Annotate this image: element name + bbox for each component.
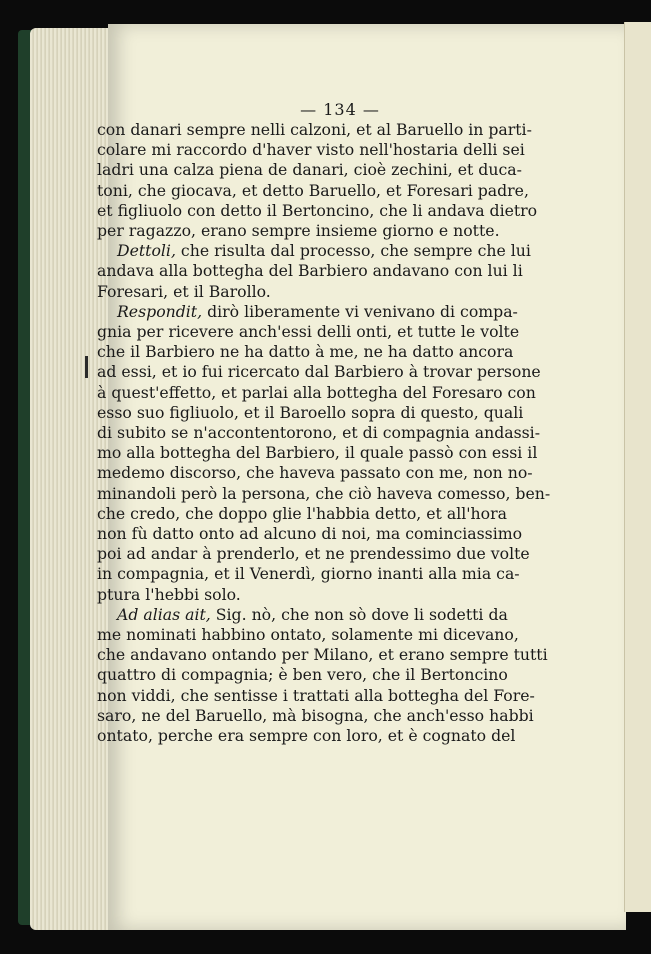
text-line — [97, 402, 524, 423]
text-line — [97, 423, 541, 443]
next-page-edge — [624, 22, 651, 912]
text-line — [97, 322, 520, 342]
text-line — [97, 180, 529, 201]
line-text: non fù datto onto ad alcuno di noi, ma cominciassimo — [97, 524, 523, 544]
text-line — [97, 443, 538, 463]
line-text: toni, che giocava, et detto Baruello, et Foresari padre, — [97, 180, 529, 200]
text-line — [97, 221, 500, 241]
line-text: che credo, che doppo glie l'habbia detto, et all'hora — [97, 503, 507, 523]
line-text: Sig. nò, che non sò dove li sodetti da — [210, 604, 508, 624]
line-text: per ragazzo, erano sempre insieme giorno e notte. — [97, 221, 500, 241]
line-text: ontato, perche era sempre con loro, et è cognato del — [97, 726, 516, 746]
text-line — [97, 726, 516, 746]
line-text: con danari sempre nelli calzoni, et al Baruello in parti- — [97, 120, 532, 139]
line-text: ladri una calza piena de danari, cioè zechini, et duca- — [97, 160, 522, 180]
line-text: medemo discorso, che haveva passato con me, non no- — [97, 463, 533, 483]
text-line — [97, 342, 514, 362]
text-line — [97, 483, 551, 504]
text-line — [97, 665, 508, 685]
line-text: in compagnia, et il Venerdì, giorno inanti alla mia ca- — [97, 564, 520, 584]
line-text: saro, ne del Baruello, mà bisogna, che anch'esso habbi — [97, 705, 534, 725]
margin-mark — [85, 356, 88, 378]
text-line — [97, 705, 534, 726]
line-text: ptura l'hebbi solo. — [97, 584, 241, 604]
text-line — [97, 241, 531, 261]
line-text: mo alla bottegha del Barbiero, il quale passò con essi il — [97, 443, 538, 463]
line-text: Foresari, et il Barollo. — [97, 281, 271, 301]
line-text: me nominati habbino ontato, solamente mi dicevano, — [97, 625, 519, 645]
line-text: andava alla bottegha del Barbiero andavano con lui li — [97, 261, 523, 281]
body-text — [97, 120, 551, 746]
text-line — [97, 301, 518, 322]
line-text: ad essi, et io fui ricercato dal Barbiero à trovar persone — [97, 362, 541, 382]
text-line — [97, 140, 525, 160]
line-text: et figliuolo con detto il Bertoncino, che li andava dietro — [97, 200, 538, 220]
text-line — [97, 463, 533, 483]
text-line — [97, 585, 469, 605]
italic-lead: Dettoli, — [117, 241, 176, 261]
italic-lead: Ad alias ait, — [117, 604, 211, 624]
text-line — [97, 645, 548, 665]
line-text: quattro di compagnia; è ben vero, che il Bertoncino — [97, 665, 508, 685]
line-text: gnia per ricevere anch'essi delli onti, et tutte le volte — [97, 322, 520, 342]
text-line — [97, 382, 536, 403]
line-text: colare mi raccordo d'haver visto nell'hostaria delli sei — [97, 140, 525, 160]
line-text: di subito se n'accontentorono, et di compagnia andassi- — [97, 423, 541, 443]
text-line — [97, 604, 508, 625]
text-line — [97, 685, 535, 706]
line-text: non viddi, che sentisse i trattati alla bottegha del Fore- — [97, 685, 535, 705]
page-number: — 134 — — [300, 100, 380, 119]
text-line — [97, 564, 520, 584]
text-line — [97, 362, 541, 382]
text-line — [97, 524, 523, 544]
text-line — [97, 544, 530, 564]
italic-lead: Respondit, — [117, 301, 203, 321]
text-line — [97, 503, 507, 524]
line-text: dirò liberamente vi venivano di compa- — [202, 301, 518, 321]
line-text: minandoli però la persona, che ciò haveva comesso, ben- — [97, 483, 551, 503]
text-line — [97, 200, 538, 221]
text-line — [97, 120, 532, 140]
line-text: che il Barbiero ne ha datto à me, ne ha datto ancora — [97, 342, 514, 362]
text-line — [97, 261, 523, 281]
line-text: che andavano ontando per Milano, et erano sempre tutti — [97, 645, 548, 665]
line-text: esso suo figliuolo, et il Baroello sopra di questo, quali — [97, 402, 524, 422]
line-text: à quest'effetto, et parlai alla bottegha del Foresaro con — [97, 382, 536, 402]
line-text: che risulta dal processo, che sempre che lui — [175, 241, 531, 261]
text-line — [97, 625, 519, 645]
text-line — [97, 282, 469, 302]
line-text: poi ad andar à prenderlo, et ne prendessimo due volte — [97, 544, 530, 564]
text-line — [97, 160, 522, 180]
